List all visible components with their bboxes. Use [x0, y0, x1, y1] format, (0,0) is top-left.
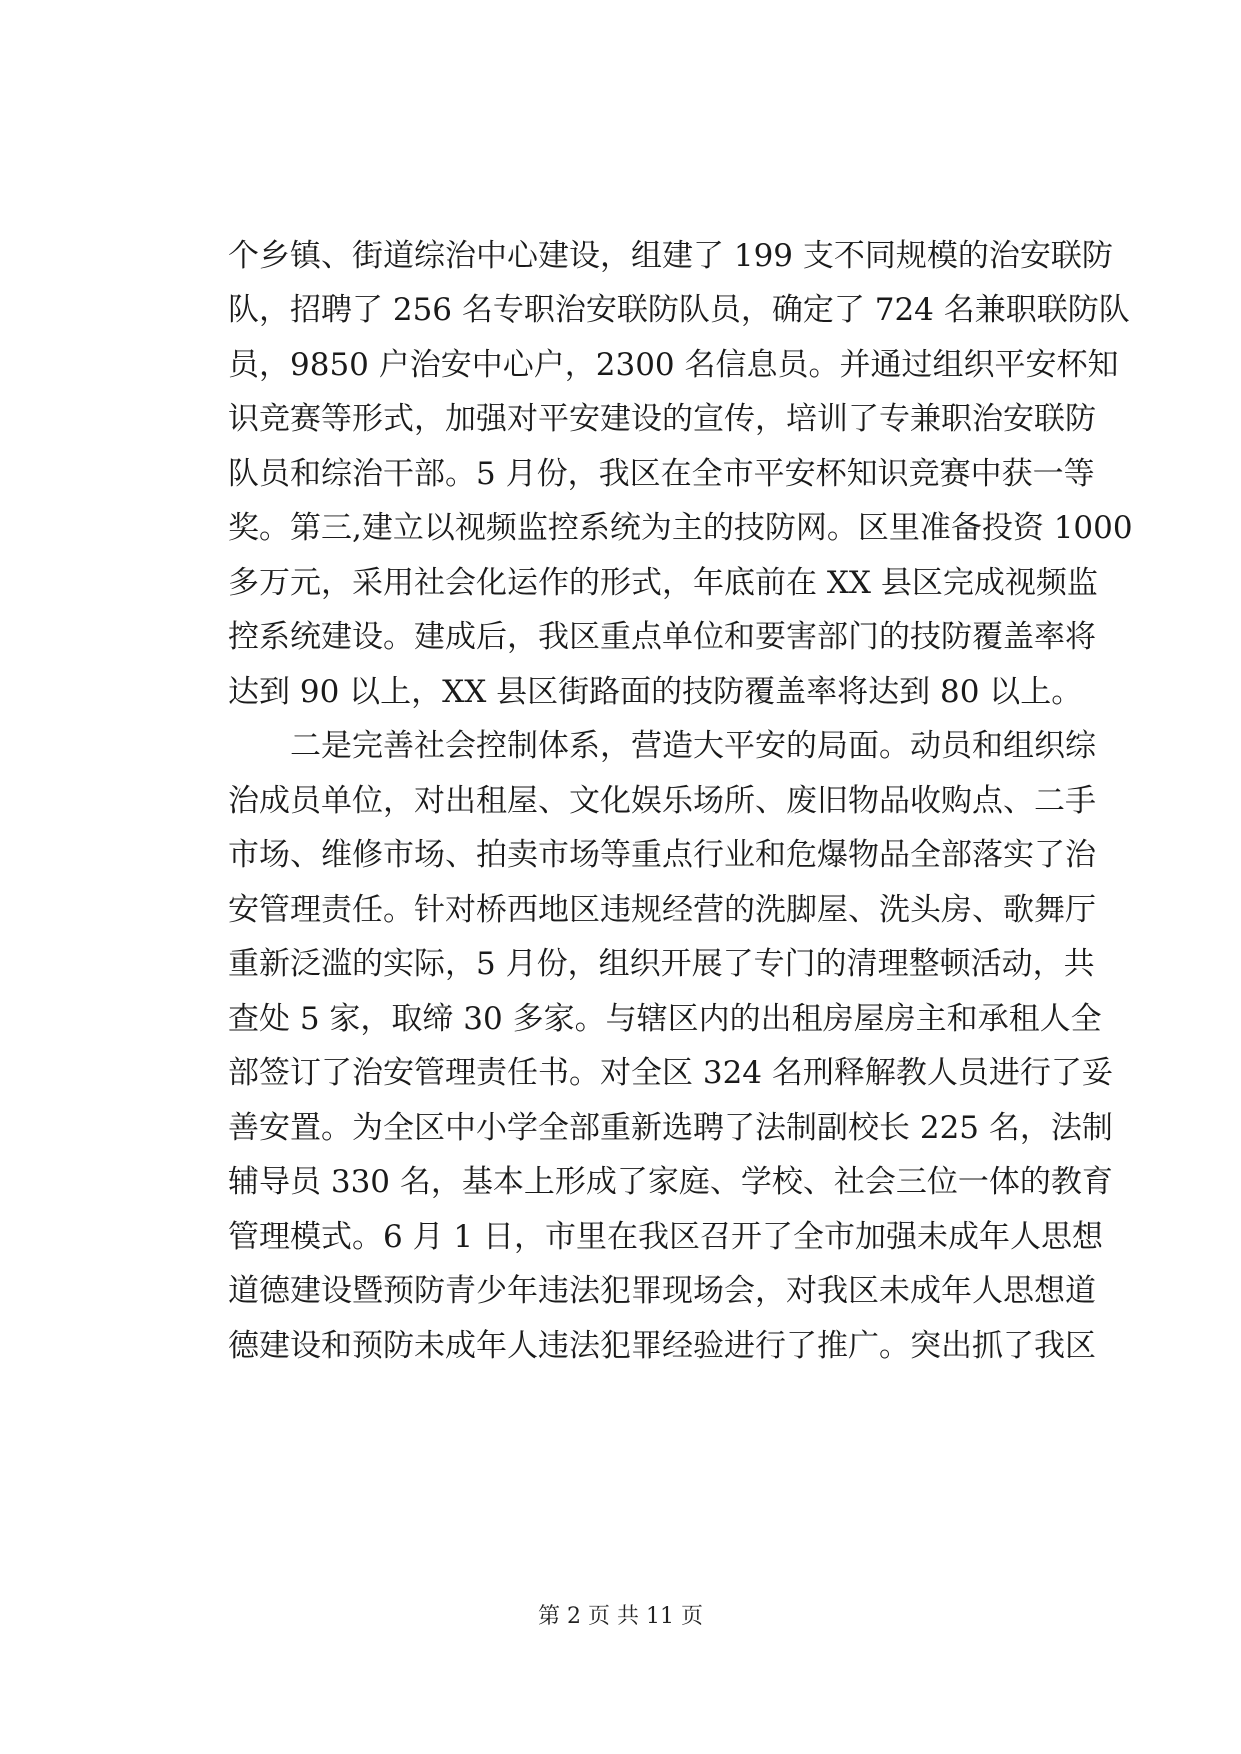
paragraph-1-line-9: 达到 90 以上，XX 县区街路面的技防覆盖率将达到 80 以上。: [228, 674, 1083, 710]
paragraph-2-line-3: 市场、维修市场、拍卖市场等重点行业和危爆物品全部落实了治: [228, 837, 1096, 873]
paragraph-1-line-1: 个乡镇、街道综治中心建设，组建了 199 支不同规模的治安联防: [228, 238, 1113, 274]
paragraph-1-line-4: 识竞赛等形式，加强对平安建设的宣传，培训了专兼职治安联防: [228, 401, 1096, 437]
paragraph-2-line-6: 查处 5 家，取缔 30 多家。与辖区内的出租房屋房主和承租人全: [228, 1001, 1102, 1037]
page-footer: 第 2 页 共 11 页: [538, 1604, 703, 1629]
paragraph-2-line-1: 二是完善社会控制体系，营造大平安的局面。动员和组织综: [290, 728, 1096, 764]
paragraph-2-line-7: 部签订了治安管理责任书。对全区 324 名刑释解教人员进行了妥: [228, 1055, 1113, 1091]
paragraph-2-line-10: 管理模式。6 月 1 日，市里在我区召开了全市加强未成年人思想: [228, 1219, 1104, 1255]
paragraph-2-line-9: 辅导员 330 名，基本上形成了家庭、学校、社会三位一体的教育: [228, 1164, 1113, 1200]
paragraph-1-line-8: 控系统建设。建成后，我区重点单位和要害部门的技防覆盖率将: [228, 619, 1096, 655]
paragraph-2-line-11: 道德建设暨预防青少年违法犯罪现场会，对我区未成年人思想道: [228, 1273, 1096, 1309]
paragraph-2-line-12: 德建设和预防未成年人违法犯罪经验进行了推广。突出抓了我区: [228, 1328, 1096, 1364]
paragraph-1-line-2: 队，招聘了 256 名专职治安联防队员，确定了 724 名兼职联防队: [228, 292, 1130, 328]
paragraph-2-line-2: 治成员单位，对出租屋、文化娱乐场所、废旧物品收购点、二手: [228, 783, 1096, 819]
paragraph-2-line-5: 重新泛滥的实际，5 月份，组织开展了专门的清理整顿活动，共: [228, 946, 1095, 982]
paragraph-2-line-4: 安管理责任。针对桥西地区违规经营的洗脚屋、洗头房、歌舞厅: [228, 892, 1096, 928]
paragraph-1-line-7: 多万元，采用社会化运作的形式，年底前在 XX 县区完成视频监: [228, 565, 1098, 601]
paragraph-1-line-5: 队员和综治干部。5 月份，我区在全市平安杯知识竞赛中获一等: [228, 456, 1095, 492]
paragraph-1-line-6: 奖。第三,建立以视频监控系统为主的技防网。区里准备投资 1000: [228, 510, 1133, 546]
paragraph-1-line-3: 员，9850 户治安中心户，2300 名信息员。并通过组织平安杯知: [228, 347, 1119, 383]
paragraph-2-line-8: 善安置。为全区中小学全部重新选聘了法制副校长 225 名，法制: [228, 1110, 1113, 1146]
